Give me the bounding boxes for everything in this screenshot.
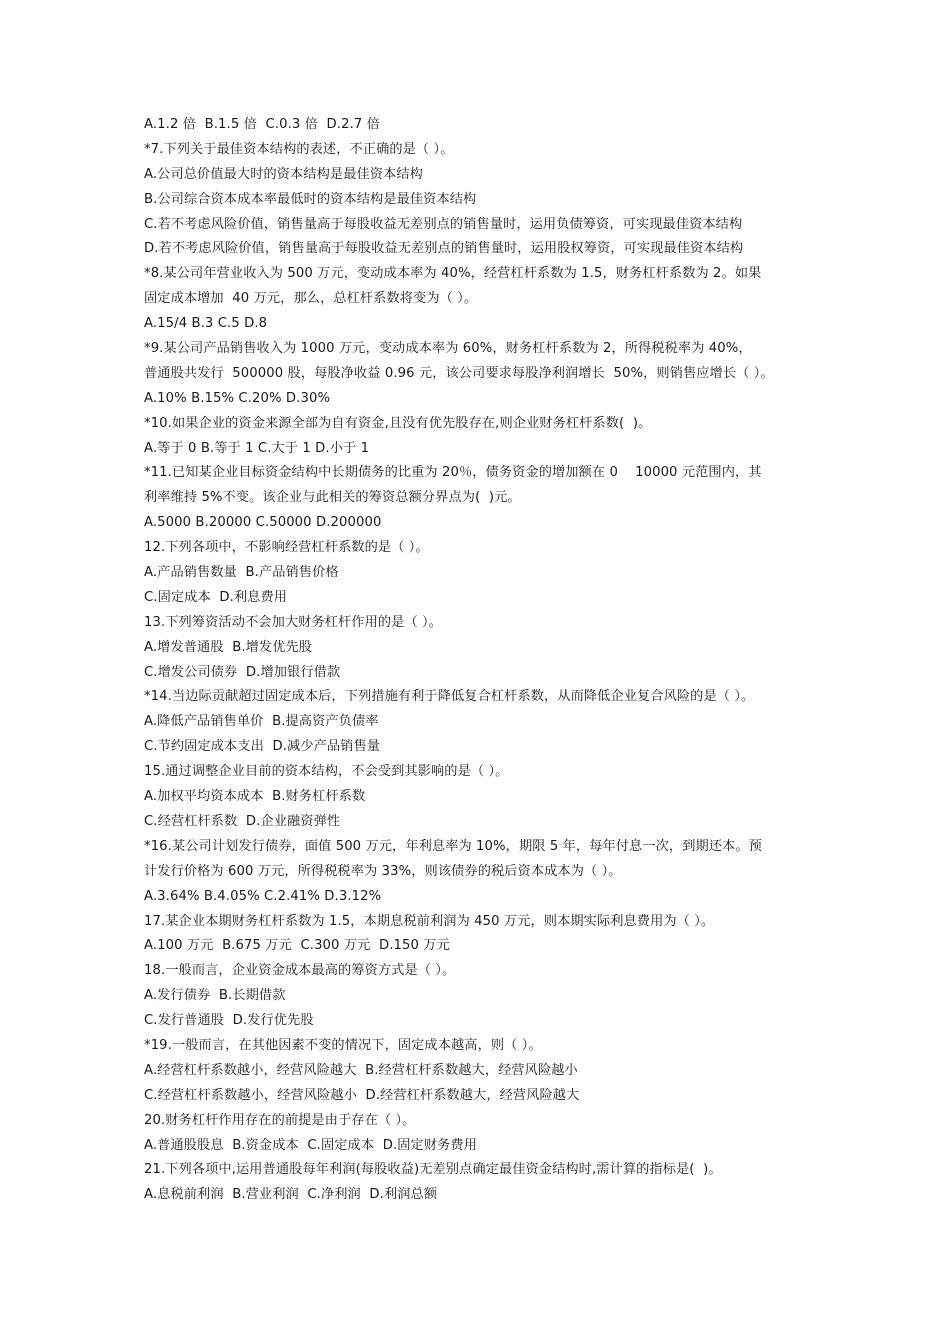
text-line: C.经营杠杆系数 D.企业融资弹性 <box>144 813 341 829</box>
text-line: A.普通股股息 B.资金成本 C.固定成本 D.固定财务费用 <box>144 1137 477 1153</box>
text-line: A.10% B.15% C.20% D.30% <box>144 390 331 406</box>
text-line: C.固定成本 D.利息费用 <box>144 589 288 605</box>
text-line: 计发行价格为 600 万元，所得税税率为 33%，则该债券的税后资本成本为（ ）。 <box>144 863 622 879</box>
question-14: *14.当边际贡献超过固定成本后，下列措施有利于降低复合杠杆系数，从而降低企业复合风险的是（ ）。 <box>144 689 755 705</box>
text-line: A.100 万元 B.675 万元 C.300 万元 D.150 万元 <box>144 938 450 954</box>
question-17: 17.某企业本期财务杠杆系数为 1.5，本期息税前利润为 450 万元，则本期实际利息费用为（ ）。 <box>144 913 715 929</box>
text-line: A.加权平均资本成本 B.财务杠杆系数 <box>144 789 366 805</box>
question-10: *10.如果企业的资金来源全部为自有资金,且没有优先股存在,则企业财务杠杆系数( )。 <box>144 415 652 431</box>
question-11: *11.已知某企业目标资金结构中长期债务的比重为 20％，债务资金的增加额在 0 10000 元范围内，其 <box>144 465 762 481</box>
question-12: 12.下列各项中，不影响经营杠杆系数的是（ ）。 <box>144 540 429 556</box>
text-line: A.增发普通股 B.增发优先股 <box>144 639 313 655</box>
question-21: 21.下列各项中,运用普通股每年利润(每股收益)无差别点确定最佳资金结构时,需计算的指标是( )。 <box>144 1162 722 1178</box>
question-8: *8.某公司年营业收入为 500 万元，变动成本率为 40%，经营杠杆系数为 1.5，财务杠杆系数为 2。如果 <box>144 266 762 282</box>
text-line: C.发行普通股 D.发行优先股 <box>144 1013 314 1029</box>
question-16: *16.某公司计划发行债券，面值 500 万元，年利息率为 10%，期限 5 年，每年付息一次，到期还本。预 <box>144 838 762 854</box>
text-line: A.公司总价值最大时的资本结构是最佳资本结构 <box>144 166 423 182</box>
text-line: C.经营杠杆系数越小，经营风险越小 D.经营杠杆系数越大，经营风险越大 <box>144 1087 580 1103</box>
text-line: A.15/4 B.3 C.5 D.8 <box>144 316 268 332</box>
text-line: A.发行债券 B.长期借款 <box>144 988 286 1004</box>
question-18: 18.一般而言，企业资金成本最高的筹资方式是（ ）。 <box>144 963 456 979</box>
question-19: *19.一般而言，在其他因素不变的情况下，固定成本越高，则（ ）。 <box>144 1037 542 1053</box>
text-line: A.息税前利润 B.营业利润 C.净利润 D.利润总额 <box>144 1187 438 1203</box>
question-7: *7.下列关于最佳资本结构的表述，不正确的是（ ）。 <box>144 141 454 157</box>
question-20: 20.财务杠杆作用存在的前提是由于存在（ ）。 <box>144 1112 416 1128</box>
text-line: B.公司综合资本成本率最低时的资本结构是最佳资本结构 <box>144 191 477 207</box>
text-line: C.若不考虑风险价值，销售量高于每股收益无差别点的销售量时，运用负债筹资，可实现最佳资本结构 <box>144 216 743 232</box>
question-9: *9.某公司产品销售收入为 1000 万元，变动成本率为 60%，财务杠杆系数为 2，所得税税率为 40%， <box>144 341 752 357</box>
text-line: 固定成本增加 40 万元，那么，总杠杆系数将变为（ ）。 <box>144 291 478 307</box>
text-line: A.等于 0 B.等于 1 C.大于 1 D.小于 1 <box>144 440 370 456</box>
text-line: A.1.2 倍 B.1.5 倍 C.0.3 倍 D.2.7 倍 <box>144 117 380 132</box>
text-line: 利率维持 5%不变。该企业与此相关的筹资总额分界点为( )元。 <box>144 490 521 506</box>
text-line: A.3.64% B.4.05% C.2.41% D.3.12% <box>144 888 382 904</box>
text-line: 普通股共发行 500000 股，每股净收益 0.96 元，该公司要求每股净利润增长 50%，则销售应增长（ ）。 <box>144 365 774 381</box>
text-line: C.节约固定成本支出 D.减少产品销售量 <box>144 739 381 755</box>
text-line: D.若不考虑风险价值，销售量高于每股收益无差别点的销售量时，运用股权筹资，可实现最佳资本结构 <box>144 241 744 257</box>
document-body <box>144 113 820 1208</box>
text-line: A.降低产品销售单价 B.提高资产负债率 <box>144 714 379 730</box>
question-15: 15.通过调整企业目前的资本结构，不会受到其影响的是（ ）。 <box>144 764 509 780</box>
text-line: A.经营杠杆系数越小，经营风险越大 B.经营杠杆系数越大，经营风险越小 <box>144 1062 578 1078</box>
text-line: C.增发公司债券 D.增加银行借款 <box>144 664 341 680</box>
text-line: A.5000 B.20000 C.50000 D.200000 <box>144 515 382 531</box>
question-13: 13.下列筹资活动不会加大财务杠杆作用的是（ ）。 <box>144 614 442 630</box>
text-line: A.产品销售数量 B.产品销售价格 <box>144 565 339 581</box>
